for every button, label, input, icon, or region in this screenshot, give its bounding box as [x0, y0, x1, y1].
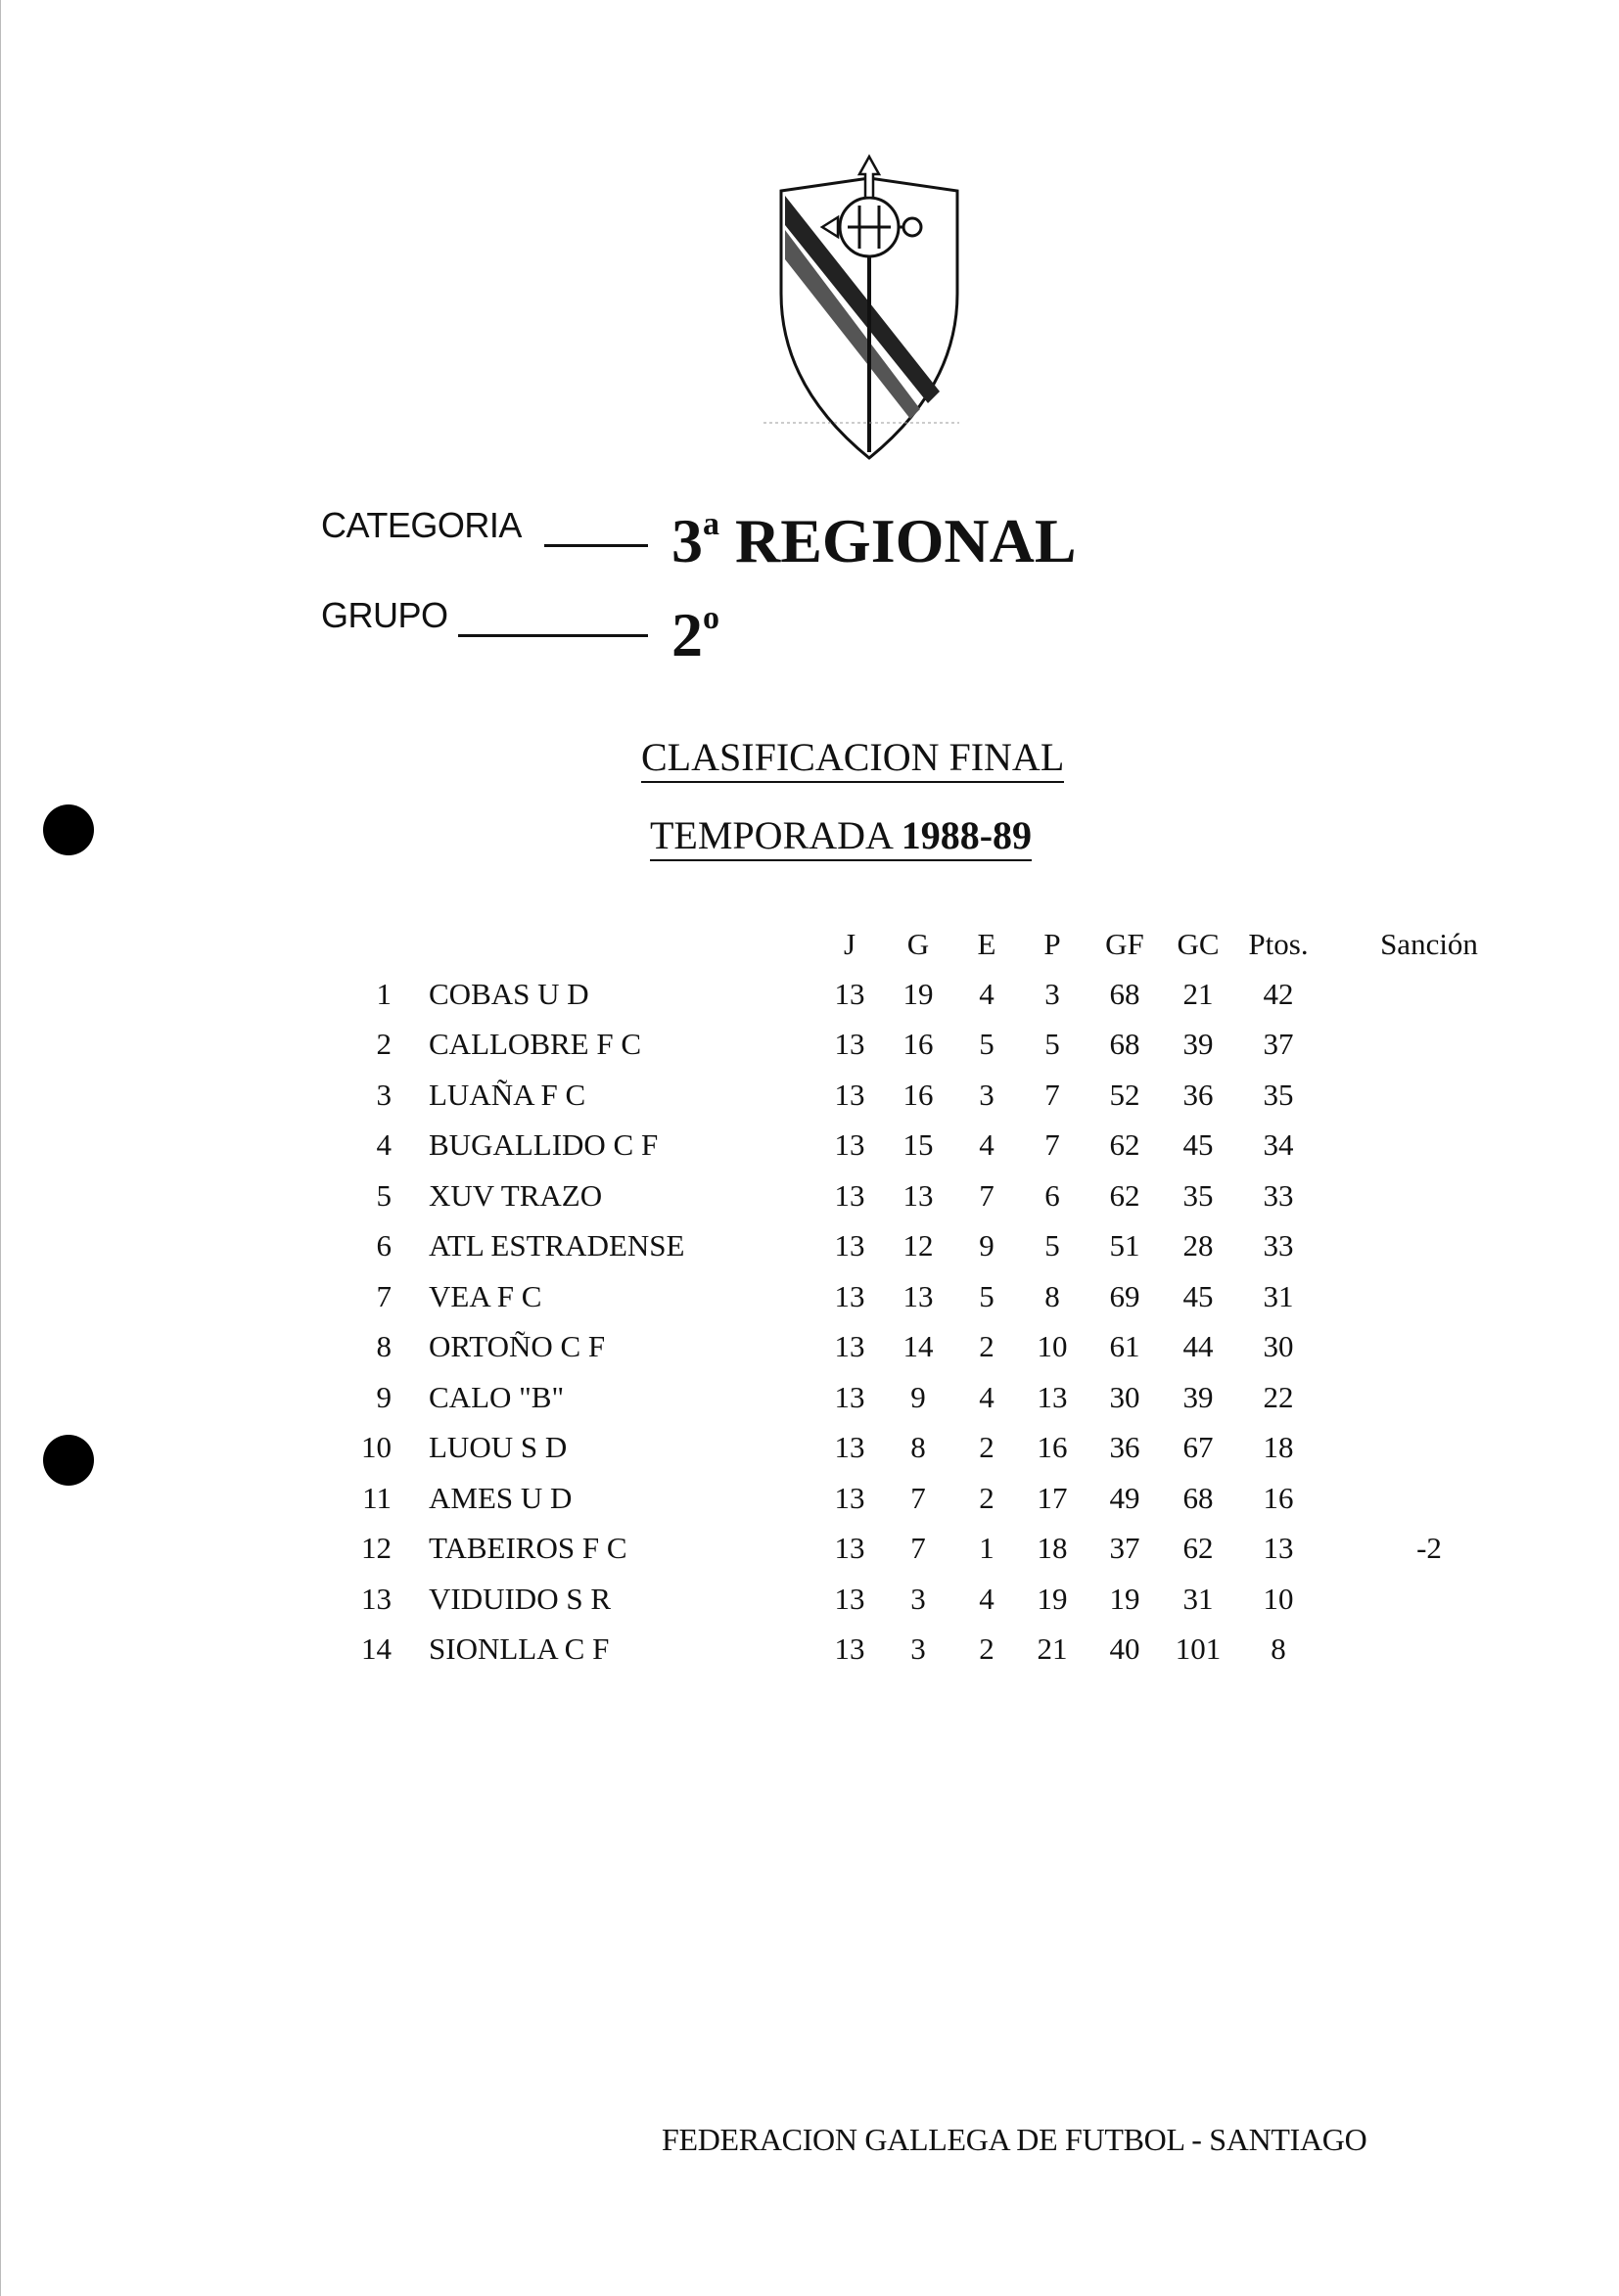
drawn: 2: [979, 1329, 995, 1364]
won: 15: [902, 1127, 934, 1163]
table-row: [333, 1322, 1503, 1373]
points: 22: [1263, 1379, 1294, 1414]
grupo-ordinal: o: [703, 600, 719, 636]
points: 34: [1263, 1127, 1294, 1163]
points: 33: [1263, 1177, 1294, 1213]
won: 7: [910, 1531, 926, 1566]
drawn: 2: [979, 1631, 995, 1667]
sanction: [1326, 969, 1503, 1020]
team-position: 8: [376, 1329, 392, 1364]
season-prefix: TEMPORADA: [650, 813, 892, 857]
table-header-row: [333, 920, 1503, 969]
grupo-value: [671, 599, 719, 671]
played: 13: [834, 1228, 865, 1263]
table-row: [333, 1574, 1503, 1625]
footer-federation: FEDERACION GALLEGA DE FUTBOL - SANTIAGO: [662, 2122, 1367, 2157]
team-name: ATL ESTRADENSE: [429, 1228, 685, 1263]
drawn: 1: [979, 1531, 995, 1566]
goals-for: 36: [1109, 1430, 1140, 1465]
goals-for: 37: [1109, 1531, 1140, 1566]
played: 13: [834, 1127, 865, 1163]
goals-for: 62: [1109, 1177, 1140, 1213]
team-name: CALO "B": [429, 1379, 565, 1414]
won: 3: [910, 1581, 926, 1616]
points: 42: [1263, 976, 1294, 1011]
points: 18: [1263, 1430, 1294, 1465]
punch-hole-bottom: [43, 1435, 94, 1486]
drawn: 3: [979, 1077, 995, 1112]
team-name: XUV TRAZO: [429, 1177, 603, 1213]
col-g: G: [906, 927, 930, 961]
goals-for: 69: [1109, 1278, 1140, 1313]
drawn: 7: [979, 1177, 995, 1213]
points: 35: [1263, 1077, 1294, 1112]
sanction: [1326, 1625, 1503, 1676]
points: 33: [1263, 1228, 1294, 1263]
team-name: BUGALLIDO C F: [429, 1127, 659, 1163]
table-row: [333, 1423, 1503, 1474]
goals-for: 68: [1109, 1027, 1140, 1062]
sanction: [1326, 1574, 1503, 1625]
points: 8: [1271, 1631, 1286, 1667]
goals-for: 40: [1109, 1631, 1140, 1667]
won: 16: [902, 1077, 934, 1112]
team-name: VEA F C: [429, 1278, 542, 1313]
categoria-number: 3: [671, 506, 703, 575]
drawn: 4: [979, 976, 995, 1011]
played: 13: [834, 1177, 865, 1213]
col-p: P: [1043, 927, 1061, 961]
points: 31: [1263, 1278, 1294, 1313]
goals-against: 45: [1182, 1278, 1214, 1313]
team-position: 14: [361, 1631, 392, 1667]
goals-against: 101: [1175, 1631, 1222, 1667]
team-name: VIDUIDO S R: [429, 1581, 611, 1616]
table-row: [333, 1221, 1503, 1272]
lost: 21: [1037, 1631, 1068, 1667]
goals-against: 39: [1182, 1027, 1214, 1062]
played: 13: [834, 1027, 865, 1062]
team-position: 11: [362, 1480, 392, 1515]
lost: 8: [1044, 1278, 1060, 1313]
sanction: -2: [1416, 1531, 1442, 1566]
col-j: J: [843, 927, 856, 961]
team-position: 5: [376, 1177, 392, 1213]
grupo-number: 2: [671, 600, 703, 669]
table-row: [333, 1020, 1503, 1071]
team-position: 12: [361, 1531, 392, 1566]
team-position: 6: [376, 1228, 392, 1263]
table-row: [333, 1524, 1503, 1575]
played: 13: [834, 1278, 865, 1313]
drawn: 9: [979, 1228, 995, 1263]
goals-for: 61: [1109, 1329, 1140, 1364]
won: 7: [910, 1480, 926, 1515]
lost: 18: [1037, 1531, 1068, 1566]
sanction: [1326, 1372, 1503, 1423]
team-position: 4: [376, 1127, 392, 1163]
team-position: 2: [376, 1027, 392, 1062]
lost: 17: [1037, 1480, 1068, 1515]
drawn: 5: [979, 1278, 995, 1313]
categoria-label: CATEGORIA: [321, 505, 522, 545]
drawn: 4: [979, 1127, 995, 1163]
lost: 7: [1044, 1127, 1060, 1163]
drawn: 5: [979, 1027, 995, 1062]
lost: 10: [1037, 1329, 1068, 1364]
table-row: [333, 1271, 1503, 1322]
played: 13: [834, 1329, 865, 1364]
goals-for: 62: [1109, 1127, 1140, 1163]
col-e: E: [977, 927, 996, 961]
goals-against: 45: [1182, 1127, 1214, 1163]
categoria-ordinal: a: [703, 506, 719, 542]
sanction: [1326, 1171, 1503, 1221]
lost: 5: [1044, 1027, 1060, 1062]
won: 3: [910, 1631, 926, 1667]
goals-for: 30: [1109, 1379, 1140, 1414]
points: 13: [1263, 1531, 1294, 1566]
team-position: 10: [361, 1430, 392, 1465]
played: 13: [834, 1581, 865, 1616]
lost: 3: [1044, 976, 1060, 1011]
sanction: [1326, 1121, 1503, 1171]
played: 13: [834, 1631, 865, 1667]
col-gf: GF: [1105, 927, 1144, 961]
team-name: SIONLLA C F: [429, 1631, 610, 1667]
table-row: [333, 1473, 1503, 1524]
played: 13: [834, 1379, 865, 1414]
table-row: [333, 1372, 1503, 1423]
grupo-rule: [458, 634, 648, 637]
sanction: [1326, 1070, 1503, 1121]
points: 10: [1263, 1581, 1294, 1616]
sanction: [1326, 1221, 1503, 1272]
federation-crest-logo: [763, 147, 979, 470]
goals-for: 49: [1109, 1480, 1140, 1515]
played: 13: [834, 1480, 865, 1515]
won: 19: [902, 976, 934, 1011]
sanction: [1326, 1322, 1503, 1373]
categoria-value: [671, 505, 1077, 577]
team-name: CALLOBRE F C: [429, 1027, 642, 1062]
team-name: LUOU S D: [429, 1430, 568, 1465]
won: 14: [902, 1329, 934, 1364]
lost: 5: [1044, 1228, 1060, 1263]
goals-against: 68: [1182, 1480, 1214, 1515]
col-pts: Ptos.: [1248, 927, 1309, 961]
table-row: [333, 1625, 1503, 1676]
team-name: COBAS U D: [429, 976, 589, 1011]
categoria-suffix: REGIONAL: [735, 506, 1077, 575]
played: 13: [834, 976, 865, 1011]
sanction: [1326, 1473, 1503, 1524]
lost: 6: [1044, 1177, 1060, 1213]
goals-for: 19: [1109, 1581, 1140, 1616]
col-team: [429, 920, 815, 969]
col-gc: GC: [1177, 927, 1220, 961]
team-position: 7: [376, 1278, 392, 1313]
table-row: [333, 1171, 1503, 1221]
lost: 7: [1044, 1077, 1060, 1112]
drawn: 4: [979, 1581, 995, 1616]
goals-for: 51: [1109, 1228, 1140, 1263]
won: 12: [902, 1228, 934, 1263]
sanction: [1326, 1020, 1503, 1071]
col-sancion: Sanción: [1380, 927, 1478, 961]
goals-against: 31: [1182, 1581, 1214, 1616]
goals-against: 35: [1182, 1177, 1214, 1213]
season-value: 1988-89: [901, 813, 1033, 857]
team-name: AMES U D: [429, 1480, 573, 1515]
team-position: 1: [376, 976, 392, 1011]
table-row: [333, 969, 1503, 1020]
team-position: 13: [361, 1581, 392, 1616]
team-name: ORTOÑO C F: [429, 1329, 606, 1364]
drawn: 4: [979, 1379, 995, 1414]
won: 8: [910, 1430, 926, 1465]
goals-against: 36: [1182, 1077, 1214, 1112]
grupo-label: GRUPO: [321, 595, 448, 635]
points: 30: [1263, 1329, 1294, 1364]
goals-against: 28: [1182, 1228, 1214, 1263]
goals-against: 21: [1182, 976, 1214, 1011]
points: 16: [1263, 1480, 1294, 1515]
lost: 16: [1037, 1430, 1068, 1465]
categoria-rule: [544, 544, 648, 547]
drawn: 2: [979, 1430, 995, 1465]
played: 13: [834, 1430, 865, 1465]
goals-against: 67: [1182, 1430, 1214, 1465]
sanction: [1326, 1423, 1503, 1474]
col-pos: [333, 920, 429, 969]
table-row: [333, 1121, 1503, 1171]
lost: 19: [1037, 1581, 1068, 1616]
won: 13: [902, 1278, 934, 1313]
won: 9: [910, 1379, 926, 1414]
goals-against: 44: [1182, 1329, 1214, 1364]
goals-against: 62: [1182, 1531, 1214, 1566]
goals-for: 68: [1109, 976, 1140, 1011]
played: 13: [834, 1531, 865, 1566]
standings-table: [333, 920, 1503, 1675]
won: 16: [902, 1027, 934, 1062]
points: 37: [1263, 1027, 1294, 1062]
team-position: 9: [376, 1379, 392, 1414]
won: 13: [902, 1177, 934, 1213]
team-name: LUAÑA F C: [429, 1077, 586, 1112]
team-name: TABEIROS F C: [429, 1531, 627, 1566]
sanction: [1326, 1271, 1503, 1322]
team-position: 3: [376, 1077, 392, 1112]
classification-title: CLASIFICACION FINAL: [641, 736, 1064, 783]
table-row: [333, 1070, 1503, 1121]
played: 13: [834, 1077, 865, 1112]
punch-hole-top: [43, 804, 94, 855]
drawn: 2: [979, 1480, 995, 1515]
goals-against: 39: [1182, 1379, 1214, 1414]
lost: 13: [1037, 1379, 1068, 1414]
page-edge: [0, 0, 1, 2296]
season-title: [650, 814, 1032, 861]
goals-for: 52: [1109, 1077, 1140, 1112]
